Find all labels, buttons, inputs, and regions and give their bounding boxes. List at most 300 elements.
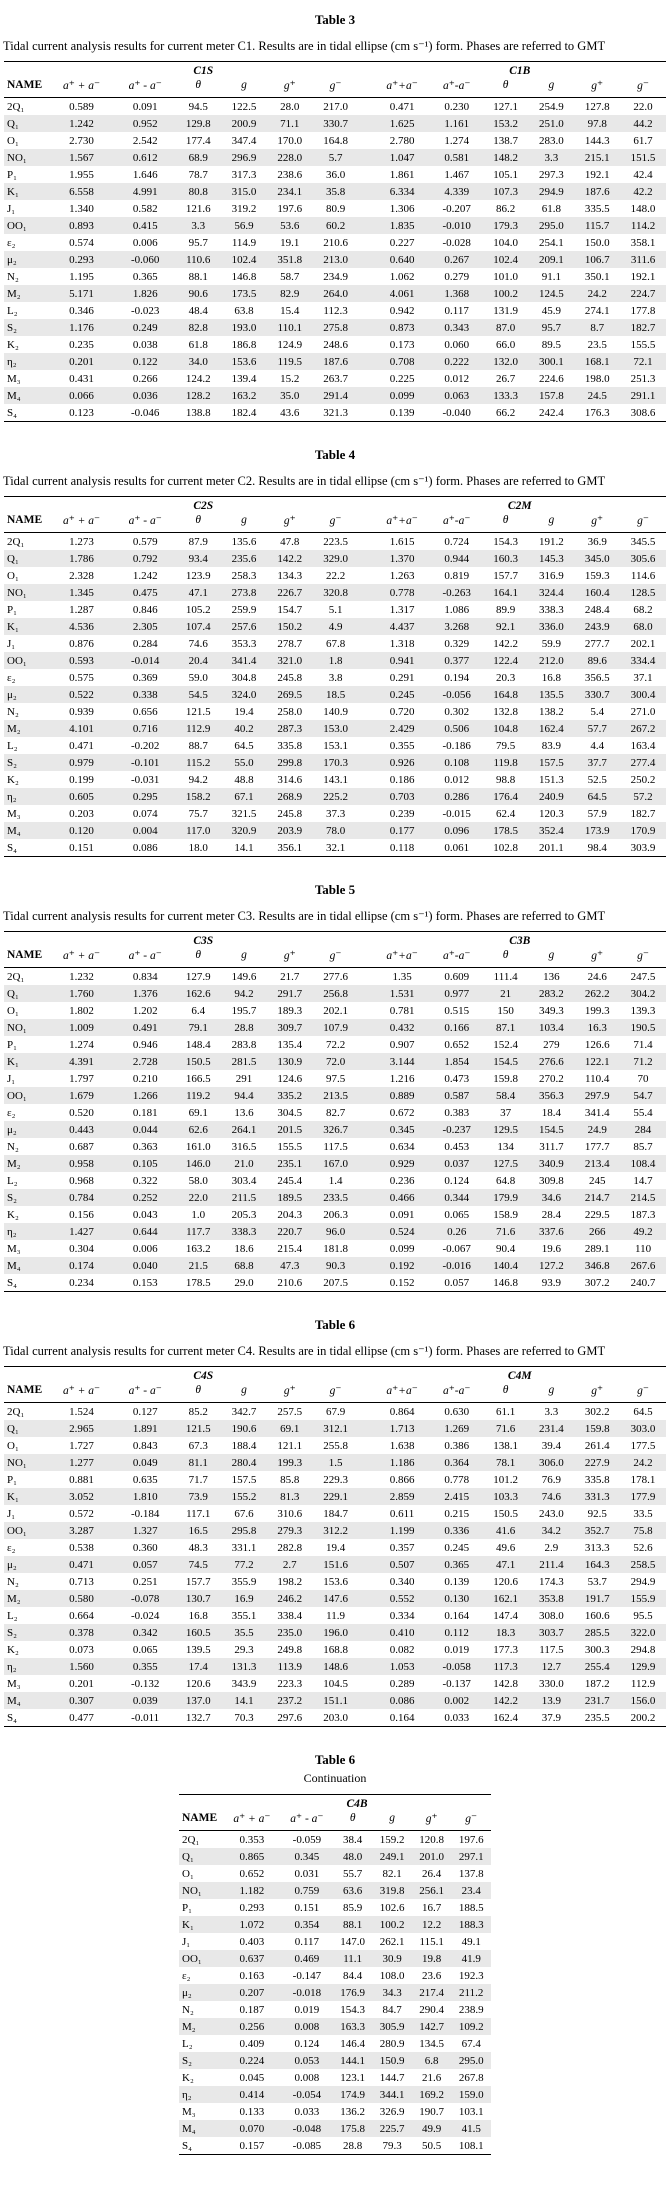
value-cell: 115.2 [186,756,211,769]
value-cell: -0.024 [130,1609,160,1622]
value-cell: 351.8 [277,253,303,266]
column-header: g⁺ [574,947,620,968]
value-cell: 0.687 [69,1140,94,1153]
value-cell: 224.7 [630,287,656,300]
value-cell: 40.2 [234,722,254,735]
value-cell: 326.7 [323,1123,348,1136]
value-cell: 8.7 [590,321,605,334]
value-cell: 206.3 [323,1208,348,1221]
value-cell: 0.194 [444,671,470,684]
table-caption: Tidal current analysis results for current meter C3. Results are in tidal ellipse (cm s⁻¹) form. Phases are referred to GMT [3,909,606,923]
value-cell: 14.1 [234,1694,254,1707]
column-header: a⁺ + a⁻ [48,512,115,533]
value-cell: 2.780 [389,134,415,147]
value-cell: 71.1 [280,117,300,130]
value-cell: 26.4 [422,1867,442,1880]
value-cell: 0.410 [389,1626,415,1639]
value-cell: 0.266 [132,372,158,385]
value-cell: 146.4 [340,2037,366,2050]
value-cell: 198.2 [277,1575,303,1588]
table-row [4,1121,666,1138]
value-cell: 157.7 [493,569,518,582]
value-cell: 159.8 [584,1422,610,1435]
value-cell: 0.307 [69,1694,94,1707]
value-cell: 0.177 [389,824,415,837]
row-label: S₄ [7,406,17,419]
value-cell: 264.1 [231,1123,257,1136]
value-cell: 123.9 [185,569,211,582]
group-spacer [358,1539,373,1556]
value-cell: 177.3 [493,1643,518,1656]
value-cell: 304.5 [277,1106,303,1119]
data-table-c3 [4,931,666,1292]
value-cell: 145.3 [539,552,564,565]
value-cell: 0.060 [444,338,470,351]
value-cell: 281.5 [231,1055,257,1068]
value-cell: 1.0 [191,1208,206,1221]
table-row [179,1899,491,1916]
table-row [4,285,666,302]
value-cell: 300.4 [630,688,656,701]
table-row [179,2052,491,2069]
row-label: μ₂ [182,1986,192,1999]
column-header: g⁻ [620,77,666,98]
group-header: C3B [509,935,531,947]
value-cell: 0.432 [389,1021,415,1034]
value-cell: 0.006 [132,1242,158,1255]
column-header: θ [483,512,529,533]
table-row [4,149,666,166]
value-cell: 71.6 [496,1225,516,1238]
value-cell: 142.2 [277,552,303,565]
value-cell: 16.5 [188,1524,208,1537]
row-label: ε₂ [7,236,16,249]
group-spacer [358,1709,373,1727]
value-cell: -0.101 [130,756,160,769]
value-cell: 4.9 [328,620,343,633]
value-cell: 0.019 [444,1643,470,1656]
group-spacer [358,77,373,98]
value-cell: 39.4 [541,1439,562,1452]
value-cell: 0.941 [389,654,415,667]
value-cell: 148.6 [323,1660,348,1673]
table-row [4,703,666,720]
value-cell: 108.4 [630,1157,656,1170]
value-cell: 0.112 [444,1626,469,1639]
data-table-c4b [179,1794,491,2155]
value-cell: 335.8 [584,1473,610,1486]
value-cell: 150.5 [493,1507,518,1520]
value-cell: -0.137 [442,1677,471,1690]
value-cell: 1.5 [328,1456,343,1469]
row-label: Q₁ [7,1422,19,1435]
value-cell: 0.26 [447,1225,467,1238]
value-cell: 16.8 [541,671,562,684]
value-cell: 0.522 [69,688,94,701]
value-cell: 225.7 [379,2122,405,2135]
value-cell: 5.7 [328,151,343,164]
value-cell: 72.2 [325,1038,346,1051]
group-spacer [358,1607,373,1624]
row-label: M₃ [182,2105,196,2118]
table-row [4,839,666,857]
value-cell: 273.8 [231,586,257,599]
value-cell: 0.203 [69,807,94,820]
value-cell: 100.2 [493,287,518,300]
table-row [4,115,666,132]
row-label: M₄ [7,1694,21,1707]
row-label: O₁ [7,1439,19,1452]
value-cell: 0.006 [132,236,158,249]
column-header: a⁺ + a⁻ [223,1810,281,1831]
value-cell: 19.8 [422,1952,442,1965]
value-cell: 28.8 [234,1021,254,1034]
value-cell: 98.4 [587,841,607,854]
value-cell: 154.5 [539,1123,564,1136]
column-header: θ [175,77,221,98]
row-label: 2Q₁ [7,100,25,113]
value-cell: 324.0 [231,688,257,701]
value-cell: 0.127 [132,1405,158,1418]
corner-cell [4,1367,48,1383]
value-cell: 302.2 [584,1405,610,1418]
value-cell: 138.1 [493,1439,518,1452]
value-cell: 0.477 [69,1711,94,1724]
table-row [4,771,666,788]
value-cell: 0.040 [132,1259,158,1272]
row-label: μ₂ [7,688,17,701]
table-row [4,1189,666,1206]
value-cell: 103.1 [458,2105,484,2118]
value-cell: -0.184 [130,1507,160,1520]
value-cell: 0.099 [389,389,415,402]
value-cell: 6.558 [69,185,94,198]
value-cell: 0.865 [239,1850,265,1863]
row-label: N₂ [7,705,19,718]
value-cell: 26.7 [496,372,516,385]
value-cell: 75.8 [633,1524,653,1537]
value-cell: 166.5 [185,1072,211,1085]
value-cell: -0.018 [292,1986,322,1999]
group-spacer [358,1223,373,1240]
row-label: K₂ [7,773,19,786]
value-cell: 176.4 [493,790,518,803]
value-cell: 0.057 [444,1276,470,1289]
column-header: a⁺-a⁻ [431,512,483,533]
value-cell: 11.9 [326,1609,345,1622]
value-cell: 0.644 [132,1225,158,1238]
table-row [4,1522,666,1539]
value-cell: 0.443 [69,1123,94,1136]
value-cell: 29.0 [234,1276,254,1289]
table-title: Table 4 [314,447,356,462]
value-cell: -0.046 [130,406,160,419]
value-cell: 1.427 [69,1225,94,1238]
value-cell: 22.0 [188,1191,208,1204]
value-cell: 121.5 [185,1422,211,1435]
table-row [4,686,666,703]
value-cell: 43.6 [280,406,300,419]
value-cell: 231.7 [584,1694,610,1707]
row-label: S₂ [7,1626,17,1639]
value-cell: 295.0 [539,219,564,232]
group-spacer [358,1556,373,1573]
row-label: M₄ [7,824,21,837]
group-spacer [358,1488,373,1505]
value-cell: 142.7 [419,2020,445,2033]
column-header-row [4,947,666,968]
value-cell: -0.058 [442,1660,471,1673]
value-cell: 129.9 [630,1660,656,1673]
value-cell: 104.0 [493,236,518,249]
value-cell: 2.415 [444,1490,470,1503]
value-cell: 41.6 [496,1524,516,1537]
value-cell: 303.9 [630,841,656,854]
table-row [4,132,666,149]
value-cell: 352.4 [539,824,564,837]
value-cell: 127.8 [584,100,610,113]
value-cell: 1.524 [69,1405,94,1418]
row-label: S₂ [7,321,17,334]
value-cell: 192.3 [458,1969,484,1982]
value-cell: 110.1 [277,321,302,334]
value-cell: 131.9 [493,304,518,317]
row-label: L₂ [7,1609,18,1622]
value-cell: 139.5 [185,1643,211,1656]
value-cell: 261.4 [584,1439,610,1452]
column-header: g⁻ [620,1382,666,1403]
value-cell: 0.210 [132,1072,158,1085]
value-cell: 0.778 [389,586,415,599]
value-cell: 254.9 [539,100,564,113]
value-cell: 212.0 [539,654,564,667]
table-row [4,1658,666,1675]
value-cell: 61.8 [541,202,562,215]
value-cell: 82.9 [280,287,300,300]
value-cell: 55.0 [234,756,254,769]
group-header-row [4,497,666,513]
group-spacer [358,1573,373,1590]
value-cell: 1.8 [328,654,343,667]
table-row [179,1916,491,1933]
table-row [4,985,666,1002]
value-cell: 139.3 [630,1004,656,1017]
table-row [179,2103,491,2120]
table-row [4,1240,666,1257]
value-cell: 0.344 [444,1191,470,1204]
value-cell: 0.778 [444,1473,470,1486]
group-spacer [358,132,373,149]
value-cell: 195.7 [231,1004,257,1017]
table-row [4,1590,666,1607]
value-cell: 249.8 [277,1643,303,1656]
value-cell: 87.1 [496,1021,516,1034]
value-cell: 0.033 [294,2105,320,2118]
row-label: η₂ [182,2088,192,2101]
value-cell: 68.2 [633,603,653,616]
value-cell: 291 [235,1072,253,1085]
value-cell: 134.5 [419,2037,445,2050]
value-cell: 1.345 [69,586,94,599]
value-cell: 311.7 [539,1140,564,1153]
value-cell: 0.781 [389,1004,415,1017]
value-cell: 90.3 [325,1259,346,1272]
value-cell: 0.611 [389,1507,415,1520]
value-cell: -0.147 [292,1969,322,1982]
group-spacer [358,302,373,319]
value-cell: 0.507 [389,1558,415,1571]
group-spacer [358,98,373,116]
value-cell: 160.3 [493,552,518,565]
value-cell: 207.5 [323,1276,348,1289]
value-cell: 120.6 [185,1677,211,1690]
column-header: g [529,947,575,968]
value-cell: 150.9 [379,2054,405,2067]
row-label: Q₁ [182,1850,194,1863]
row-label: L₂ [7,304,18,317]
value-cell: 19.4 [325,1541,346,1554]
value-cell: -0.263 [442,586,471,599]
value-cell: 1.009 [69,1021,94,1034]
value-cell: 0.471 [69,1558,94,1571]
value-cell: 90.4 [496,1242,516,1255]
group-spacer [358,947,373,968]
value-cell: 89.6 [587,654,607,667]
group-spacer [358,985,373,1002]
value-cell: 124.5 [539,287,564,300]
value-cell: 88.1 [188,270,208,283]
value-cell: 87.9 [188,535,208,548]
value-cell: 100.2 [379,1918,405,1931]
value-cell: 0.652 [444,1038,470,1051]
value-cell: 138.2 [539,705,564,718]
value-cell: 300.1 [539,355,564,368]
value-cell: 190.5 [630,1021,656,1034]
value-cell: 117.3 [493,1660,518,1673]
value-cell: 0.096 [444,824,470,837]
value-cell: 156.0 [630,1694,656,1707]
value-cell: 0.453 [444,1140,470,1153]
group-header: C1B [509,65,531,77]
group-spacer [358,1437,373,1454]
value-cell: 303.7 [539,1626,564,1639]
value-cell: 124.6 [277,1072,303,1085]
value-cell: 38.4 [343,1833,363,1846]
value-cell: 2.429 [389,722,415,735]
value-cell: 147.0 [340,1935,366,1948]
value-cell: 61.1 [496,1405,516,1418]
value-cell: 81.1 [188,1456,208,1469]
value-cell: 124.9 [277,338,303,351]
group-spacer [358,1590,373,1607]
value-cell: 64.8 [496,1174,516,1187]
value-cell: 0.122 [132,355,158,368]
value-cell: 71.6 [496,1422,516,1435]
value-cell: 1.638 [389,1439,415,1452]
value-cell: 121.5 [185,705,211,718]
value-cell: 0.473 [444,1072,470,1085]
value-cell: 28.8 [343,2139,363,2152]
value-cell: 59.9 [541,637,562,650]
value-cell: -0.202 [130,739,160,752]
value-cell: 0.431 [69,372,94,385]
value-cell: 0.363 [132,1140,158,1153]
value-cell: 119.5 [277,355,302,368]
value-cell: 160.5 [185,1626,211,1639]
value-cell: 162.4 [493,1711,518,1724]
value-cell: 1.072 [239,1918,265,1931]
group-spacer [358,737,373,754]
value-cell: 305.6 [630,552,656,565]
table-title: Table 3 [314,12,356,27]
value-cell: 215.1 [584,151,610,164]
table-row [4,805,666,822]
value-cell: 21.7 [280,970,300,983]
value-cell: 0.346 [69,304,94,317]
row-label: NO₁ [7,1021,27,1034]
value-cell: -0.060 [130,253,160,266]
value-cell: 138.7 [493,134,518,147]
column-header: g [221,77,267,98]
value-cell: 285.5 [584,1626,610,1639]
group-spacer [358,1070,373,1087]
value-cell: 331.1 [231,1541,257,1554]
value-cell: 24.9 [587,1123,607,1136]
value-cell: 102.4 [231,253,257,266]
group-spacer [358,584,373,601]
value-cell: 4.991 [132,185,158,198]
group-spacer [358,533,373,551]
value-cell: 345.5 [630,535,656,548]
value-cell: 151.5 [630,151,656,164]
value-cell: 245 [588,1174,606,1187]
column-header: a⁺ - a⁻ [115,77,175,98]
table-row [4,98,666,116]
value-cell: 117.1 [186,1507,211,1520]
row-label: η₂ [7,790,17,803]
value-cell: 0.230 [444,100,470,113]
table-row [4,1539,666,1556]
value-cell: 81.3 [280,1490,300,1503]
value-cell: 85.8 [280,1473,300,1486]
value-cell: 0.304 [69,1242,94,1255]
value-cell: 75.7 [188,807,208,820]
value-cell: 0.082 [389,1643,415,1656]
value-cell: 224.6 [539,372,564,385]
value-cell: 57.2 [633,790,653,803]
table-row [4,217,666,234]
value-cell: 189.5 [277,1191,303,1204]
row-label: 2Q₁ [7,970,25,983]
table-row [4,1692,666,1709]
group-spacer [358,652,373,669]
value-cell: 69.1 [280,1422,300,1435]
value-cell: 72.0 [325,1055,346,1068]
value-cell: 128.5 [630,586,656,599]
column-header: g⁺ [267,1382,313,1403]
value-cell: 0.120 [69,824,94,837]
group-header: C2S [193,500,214,512]
value-cell: 277.7 [584,637,610,650]
value-cell: 70.3 [234,1711,254,1724]
group-header: C3S [193,935,214,947]
value-cell: 355.9 [231,1575,257,1588]
value-cell: 170.3 [323,756,348,769]
value-cell: -0.040 [442,406,471,419]
value-cell: 0.157 [239,2139,265,2152]
group-spacer [358,1675,373,1692]
value-cell: 315.0 [231,185,257,198]
